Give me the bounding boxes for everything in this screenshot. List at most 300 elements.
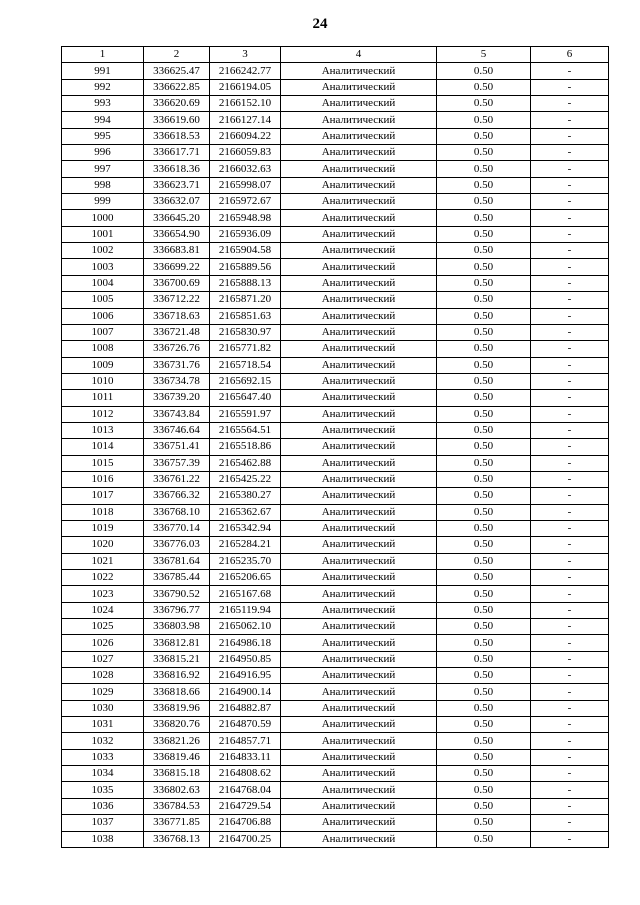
note-cell: -: [531, 112, 609, 128]
y-coordinate-cell: 2164916.95: [210, 668, 281, 684]
y-coordinate-cell: 2165362.67: [210, 504, 281, 520]
table-row: [62, 749, 609, 765]
table-row: [62, 194, 609, 210]
note-cell: -: [531, 373, 609, 389]
method-cell: Аналитический: [281, 553, 437, 569]
table-row: [62, 259, 609, 275]
point-number-cell: 1028: [62, 668, 144, 684]
point-number-cell: 1004: [62, 275, 144, 291]
accuracy-cell: 0.50: [437, 96, 531, 112]
table-row: [62, 635, 609, 651]
accuracy-cell: 0.50: [437, 798, 531, 814]
table-row: [62, 815, 609, 831]
accuracy-cell: 0.50: [437, 145, 531, 161]
table-row: [62, 145, 609, 161]
accuracy-cell: 0.50: [437, 717, 531, 733]
note-cell: -: [531, 422, 609, 438]
x-coordinate-cell: 336757.39: [144, 455, 210, 471]
y-coordinate-cell: 2165206.65: [210, 570, 281, 586]
method-cell: Аналитический: [281, 766, 437, 782]
accuracy-cell: 0.50: [437, 520, 531, 536]
accuracy-cell: 0.50: [437, 553, 531, 569]
y-coordinate-cell: 2164950.85: [210, 651, 281, 667]
point-number-cell: 1026: [62, 635, 144, 651]
y-coordinate-cell: 2165167.68: [210, 586, 281, 602]
method-cell: Аналитический: [281, 798, 437, 814]
y-coordinate-cell: 2164808.62: [210, 766, 281, 782]
note-cell: -: [531, 128, 609, 144]
accuracy-cell: 0.50: [437, 455, 531, 471]
method-cell: Аналитический: [281, 226, 437, 242]
method-cell: Аналитический: [281, 161, 437, 177]
point-number-cell: 1022: [62, 570, 144, 586]
y-coordinate-cell: 2166059.83: [210, 145, 281, 161]
y-coordinate-cell: 2164986.18: [210, 635, 281, 651]
note-cell: -: [531, 815, 609, 831]
table-row: [62, 161, 609, 177]
x-coordinate-cell: 336739.20: [144, 390, 210, 406]
table-row: [62, 537, 609, 553]
note-cell: -: [531, 471, 609, 487]
x-coordinate-cell: 336816.92: [144, 668, 210, 684]
x-coordinate-cell: 336683.81: [144, 243, 210, 259]
x-coordinate-cell: 336820.76: [144, 717, 210, 733]
accuracy-cell: 0.50: [437, 504, 531, 520]
x-coordinate-cell: 336776.03: [144, 537, 210, 553]
table-row: [62, 439, 609, 455]
y-coordinate-cell: 2166127.14: [210, 112, 281, 128]
x-coordinate-cell: 336802.63: [144, 782, 210, 798]
x-coordinate-cell: 336734.78: [144, 373, 210, 389]
accuracy-cell: 0.50: [437, 651, 531, 667]
x-coordinate-cell: 336818.66: [144, 684, 210, 700]
accuracy-cell: 0.50: [437, 635, 531, 651]
accuracy-cell: 0.50: [437, 128, 531, 144]
note-cell: -: [531, 194, 609, 210]
table-row: [62, 733, 609, 749]
x-coordinate-cell: 336821.26: [144, 733, 210, 749]
x-coordinate-cell: 336785.44: [144, 570, 210, 586]
y-coordinate-cell: 2166194.05: [210, 79, 281, 95]
accuracy-cell: 0.50: [437, 439, 531, 455]
accuracy-cell: 0.50: [437, 684, 531, 700]
x-coordinate-cell: 336645.20: [144, 210, 210, 226]
method-cell: Аналитический: [281, 243, 437, 259]
point-number-cell: 1001: [62, 226, 144, 242]
note-cell: -: [531, 668, 609, 684]
x-coordinate-cell: 336766.32: [144, 488, 210, 504]
column-header: 6: [531, 47, 609, 63]
note-cell: -: [531, 717, 609, 733]
note-cell: -: [531, 275, 609, 291]
point-number-cell: 1015: [62, 455, 144, 471]
method-cell: Аналитический: [281, 684, 437, 700]
point-number-cell: 1027: [62, 651, 144, 667]
y-coordinate-cell: 2165284.21: [210, 537, 281, 553]
column-header: 1: [62, 47, 144, 63]
accuracy-cell: 0.50: [437, 259, 531, 275]
point-number-cell: 999: [62, 194, 144, 210]
y-coordinate-cell: 2166094.22: [210, 128, 281, 144]
y-coordinate-cell: 2165851.63: [210, 308, 281, 324]
accuracy-cell: 0.50: [437, 292, 531, 308]
point-number-cell: 995: [62, 128, 144, 144]
method-cell: Аналитический: [281, 324, 437, 340]
table-row: [62, 79, 609, 95]
note-cell: -: [531, 161, 609, 177]
point-number-cell: 992: [62, 79, 144, 95]
method-cell: Аналитический: [281, 112, 437, 128]
x-coordinate-cell: 336617.71: [144, 145, 210, 161]
point-number-cell: 997: [62, 161, 144, 177]
note-cell: -: [531, 243, 609, 259]
y-coordinate-cell: 2166032.63: [210, 161, 281, 177]
note-cell: -: [531, 798, 609, 814]
note-cell: -: [531, 455, 609, 471]
accuracy-cell: 0.50: [437, 226, 531, 242]
accuracy-cell: 0.50: [437, 733, 531, 749]
y-coordinate-cell: 2165518.86: [210, 439, 281, 455]
table-row: [62, 570, 609, 586]
table-row: [62, 520, 609, 536]
table-row: [62, 390, 609, 406]
y-coordinate-cell: 2165888.13: [210, 275, 281, 291]
note-cell: -: [531, 357, 609, 373]
y-coordinate-cell: 2165342.94: [210, 520, 281, 536]
method-cell: Аналитический: [281, 831, 437, 847]
x-coordinate-cell: 336771.85: [144, 815, 210, 831]
x-coordinate-cell: 336618.53: [144, 128, 210, 144]
x-coordinate-cell: 336699.22: [144, 259, 210, 275]
note-cell: -: [531, 96, 609, 112]
accuracy-cell: 0.50: [437, 194, 531, 210]
note-cell: -: [531, 324, 609, 340]
method-cell: Аналитический: [281, 717, 437, 733]
note-cell: -: [531, 210, 609, 226]
note-cell: -: [531, 537, 609, 553]
accuracy-cell: 0.50: [437, 700, 531, 716]
x-coordinate-cell: 336731.76: [144, 357, 210, 373]
column-header: 3: [210, 47, 281, 63]
accuracy-cell: 0.50: [437, 390, 531, 406]
x-coordinate-cell: 336790.52: [144, 586, 210, 602]
method-cell: Аналитический: [281, 422, 437, 438]
y-coordinate-cell: 2165119.94: [210, 602, 281, 618]
y-coordinate-cell: 2165972.67: [210, 194, 281, 210]
note-cell: -: [531, 733, 609, 749]
x-coordinate-cell: 336700.69: [144, 275, 210, 291]
table-row: [62, 766, 609, 782]
point-number-cell: 1019: [62, 520, 144, 536]
accuracy-cell: 0.50: [437, 210, 531, 226]
accuracy-cell: 0.50: [437, 586, 531, 602]
point-number-cell: 996: [62, 145, 144, 161]
accuracy-cell: 0.50: [437, 766, 531, 782]
note-cell: -: [531, 341, 609, 357]
accuracy-cell: 0.50: [437, 373, 531, 389]
x-coordinate-cell: 336751.41: [144, 439, 210, 455]
y-coordinate-cell: 2165692.15: [210, 373, 281, 389]
y-coordinate-cell: 2165462.88: [210, 455, 281, 471]
table-row: [62, 651, 609, 667]
point-number-cell: 1003: [62, 259, 144, 275]
method-cell: Аналитический: [281, 537, 437, 553]
table-row: [62, 668, 609, 684]
x-coordinate-cell: 336815.18: [144, 766, 210, 782]
point-number-cell: 1009: [62, 357, 144, 373]
method-cell: Аналитический: [281, 668, 437, 684]
y-coordinate-cell: 2165936.09: [210, 226, 281, 242]
table-row: [62, 717, 609, 733]
y-coordinate-cell: 2165235.70: [210, 553, 281, 569]
method-cell: Аналитический: [281, 749, 437, 765]
point-number-cell: 1018: [62, 504, 144, 520]
point-number-cell: 1011: [62, 390, 144, 406]
method-cell: Аналитический: [281, 259, 437, 275]
table-row: [62, 684, 609, 700]
y-coordinate-cell: 2164768.04: [210, 782, 281, 798]
x-coordinate-cell: 336784.53: [144, 798, 210, 814]
accuracy-cell: 0.50: [437, 275, 531, 291]
method-cell: Аналитический: [281, 96, 437, 112]
table-row: [62, 112, 609, 128]
y-coordinate-cell: 2164857.71: [210, 733, 281, 749]
accuracy-cell: 0.50: [437, 177, 531, 193]
x-coordinate-cell: 336819.46: [144, 749, 210, 765]
note-cell: -: [531, 63, 609, 79]
y-coordinate-cell: 2164900.14: [210, 684, 281, 700]
method-cell: Аналитический: [281, 275, 437, 291]
y-coordinate-cell: 2165904.58: [210, 243, 281, 259]
y-coordinate-cell: 2165062.10: [210, 619, 281, 635]
method-cell: Аналитический: [281, 373, 437, 389]
table-row: [62, 406, 609, 422]
table-row: [62, 488, 609, 504]
point-number-cell: 1008: [62, 341, 144, 357]
accuracy-cell: 0.50: [437, 63, 531, 79]
accuracy-cell: 0.50: [437, 357, 531, 373]
method-cell: Аналитический: [281, 635, 437, 651]
note-cell: -: [531, 488, 609, 504]
accuracy-cell: 0.50: [437, 668, 531, 684]
y-coordinate-cell: 2165889.56: [210, 259, 281, 275]
x-coordinate-cell: 336721.48: [144, 324, 210, 340]
method-cell: Аналитический: [281, 504, 437, 520]
accuracy-cell: 0.50: [437, 782, 531, 798]
note-cell: -: [531, 292, 609, 308]
y-coordinate-cell: 2164700.25: [210, 831, 281, 847]
page-number: 24: [312, 16, 328, 32]
table-row: [62, 619, 609, 635]
table-row: [62, 210, 609, 226]
point-number-cell: 1038: [62, 831, 144, 847]
table-row: [62, 700, 609, 716]
x-coordinate-cell: 336819.96: [144, 700, 210, 716]
y-coordinate-cell: 2165647.40: [210, 390, 281, 406]
note-cell: -: [531, 651, 609, 667]
table-row: [62, 471, 609, 487]
x-coordinate-cell: 336743.84: [144, 406, 210, 422]
table-row: [62, 243, 609, 259]
table-row: [62, 553, 609, 569]
x-coordinate-cell: 336768.13: [144, 831, 210, 847]
point-number-cell: 1025: [62, 619, 144, 635]
table-row: [62, 422, 609, 438]
x-coordinate-cell: 336803.98: [144, 619, 210, 635]
point-number-cell: 994: [62, 112, 144, 128]
method-cell: Аналитический: [281, 570, 437, 586]
x-coordinate-cell: 336718.63: [144, 308, 210, 324]
accuracy-cell: 0.50: [437, 422, 531, 438]
column-header: 2: [144, 47, 210, 63]
point-number-cell: 991: [62, 63, 144, 79]
y-coordinate-cell: 2165718.54: [210, 357, 281, 373]
accuracy-cell: 0.50: [437, 602, 531, 618]
note-cell: -: [531, 177, 609, 193]
table-row: [62, 308, 609, 324]
point-number-cell: 1033: [62, 749, 144, 765]
method-cell: Аналитический: [281, 194, 437, 210]
x-coordinate-cell: 336768.10: [144, 504, 210, 520]
note-cell: -: [531, 586, 609, 602]
y-coordinate-cell: 2165998.07: [210, 177, 281, 193]
method-cell: Аналитический: [281, 63, 437, 79]
table-row: [62, 586, 609, 602]
x-coordinate-cell: 336781.64: [144, 553, 210, 569]
accuracy-cell: 0.50: [437, 831, 531, 847]
accuracy-cell: 0.50: [437, 488, 531, 504]
point-number-cell: 1021: [62, 553, 144, 569]
method-cell: Аналитический: [281, 651, 437, 667]
point-number-cell: 1012: [62, 406, 144, 422]
y-coordinate-cell: 2166242.77: [210, 63, 281, 79]
note-cell: -: [531, 439, 609, 455]
x-coordinate-cell: 336812.81: [144, 635, 210, 651]
note-cell: -: [531, 749, 609, 765]
method-cell: Аналитический: [281, 520, 437, 536]
x-coordinate-cell: 336746.64: [144, 422, 210, 438]
point-number-cell: 1032: [62, 733, 144, 749]
accuracy-cell: 0.50: [437, 406, 531, 422]
note-cell: -: [531, 504, 609, 520]
accuracy-cell: 0.50: [437, 308, 531, 324]
x-coordinate-cell: 336761.22: [144, 471, 210, 487]
table-row: [62, 602, 609, 618]
accuracy-cell: 0.50: [437, 570, 531, 586]
y-coordinate-cell: 2164729.54: [210, 798, 281, 814]
note-cell: -: [531, 226, 609, 242]
note-cell: -: [531, 782, 609, 798]
table-row: [62, 831, 609, 847]
method-cell: Аналитический: [281, 357, 437, 373]
table-body: [62, 63, 609, 848]
point-number-cell: 1030: [62, 700, 144, 716]
note-cell: -: [531, 406, 609, 422]
note-cell: -: [531, 308, 609, 324]
accuracy-cell: 0.50: [437, 619, 531, 635]
x-coordinate-cell: 336632.07: [144, 194, 210, 210]
table-row: [62, 275, 609, 291]
point-number-cell: 1016: [62, 471, 144, 487]
x-coordinate-cell: 336622.85: [144, 79, 210, 95]
method-cell: Аналитический: [281, 145, 437, 161]
y-coordinate-cell: 2164882.87: [210, 700, 281, 716]
method-cell: Аналитический: [281, 210, 437, 226]
point-number-cell: 1006: [62, 308, 144, 324]
point-number-cell: 998: [62, 177, 144, 193]
note-cell: -: [531, 635, 609, 651]
accuracy-cell: 0.50: [437, 324, 531, 340]
accuracy-cell: 0.50: [437, 161, 531, 177]
table-row: [62, 455, 609, 471]
table-row: [62, 128, 609, 144]
note-cell: -: [531, 766, 609, 782]
method-cell: Аналитический: [281, 815, 437, 831]
point-number-cell: 1000: [62, 210, 144, 226]
accuracy-cell: 0.50: [437, 537, 531, 553]
y-coordinate-cell: 2165771.82: [210, 341, 281, 357]
y-coordinate-cell: 2165380.27: [210, 488, 281, 504]
y-coordinate-cell: 2165591.97: [210, 406, 281, 422]
accuracy-cell: 0.50: [437, 341, 531, 357]
method-cell: Аналитический: [281, 488, 437, 504]
method-cell: Аналитический: [281, 602, 437, 618]
x-coordinate-cell: 336620.69: [144, 96, 210, 112]
method-cell: Аналитический: [281, 177, 437, 193]
y-coordinate-cell: 2165425.22: [210, 471, 281, 487]
table-row: [62, 324, 609, 340]
method-cell: Аналитический: [281, 341, 437, 357]
point-number-cell: 1014: [62, 439, 144, 455]
note-cell: -: [531, 602, 609, 618]
method-cell: Аналитический: [281, 700, 437, 716]
point-number-cell: 1024: [62, 602, 144, 618]
point-number-cell: 1037: [62, 815, 144, 831]
table-row: [62, 782, 609, 798]
method-cell: Аналитический: [281, 406, 437, 422]
accuracy-cell: 0.50: [437, 243, 531, 259]
y-coordinate-cell: 2165830.97: [210, 324, 281, 340]
y-coordinate-cell: 2164870.59: [210, 717, 281, 733]
method-cell: Аналитический: [281, 619, 437, 635]
table-row: [62, 226, 609, 242]
table-row: [62, 504, 609, 520]
note-cell: -: [531, 553, 609, 569]
point-number-cell: 1005: [62, 292, 144, 308]
method-cell: Аналитический: [281, 586, 437, 602]
note-cell: -: [531, 145, 609, 161]
x-coordinate-cell: 336623.71: [144, 177, 210, 193]
accuracy-cell: 0.50: [437, 112, 531, 128]
note-cell: -: [531, 700, 609, 716]
column-header: 5: [437, 47, 531, 63]
coordinates-table: [61, 46, 609, 848]
accuracy-cell: 0.50: [437, 79, 531, 95]
note-cell: -: [531, 684, 609, 700]
y-coordinate-cell: 2165564.51: [210, 422, 281, 438]
x-coordinate-cell: 336712.22: [144, 292, 210, 308]
point-number-cell: 1029: [62, 684, 144, 700]
point-number-cell: 1031: [62, 717, 144, 733]
method-cell: Аналитический: [281, 308, 437, 324]
note-cell: -: [531, 390, 609, 406]
table-row: [62, 357, 609, 373]
note-cell: -: [531, 259, 609, 275]
column-header: 4: [281, 47, 437, 63]
x-coordinate-cell: 336796.77: [144, 602, 210, 618]
y-coordinate-cell: 2165871.20: [210, 292, 281, 308]
method-cell: Аналитический: [281, 782, 437, 798]
